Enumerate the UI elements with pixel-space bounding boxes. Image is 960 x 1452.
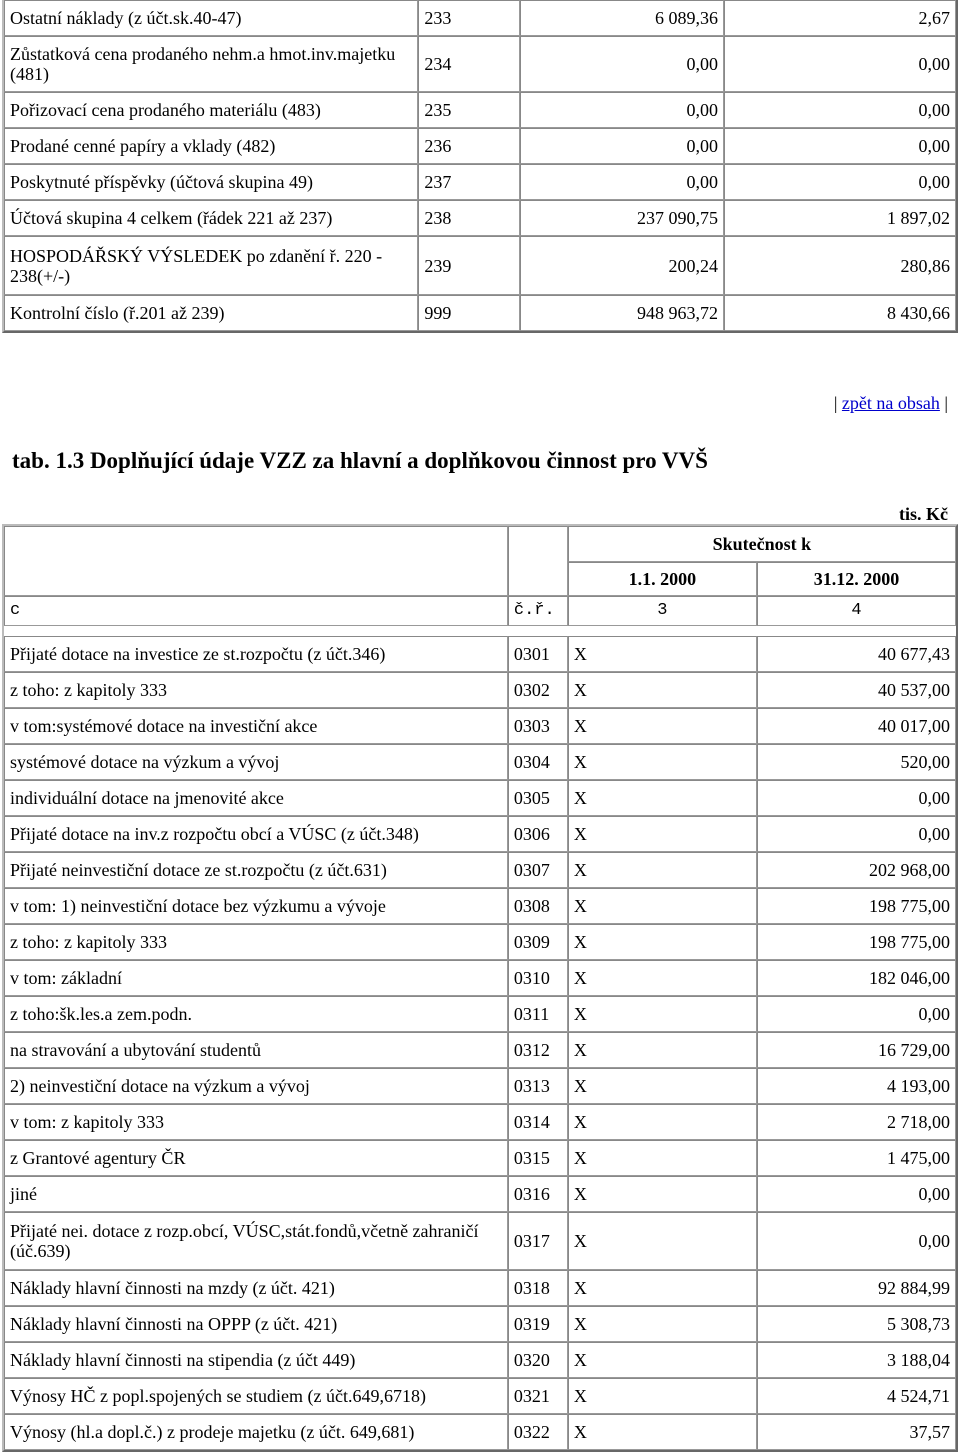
value-col-3: 0,00 [520, 128, 724, 164]
row-label: Přijaté neinvestiční dotace ze st.rozpočtu (z účt.631) [4, 852, 508, 888]
table-row [4, 1104, 956, 1140]
row-number: 237 [418, 164, 520, 200]
value-col-4: 37,57 [757, 1414, 956, 1450]
table-row [4, 1212, 956, 1270]
row-number: 0316 [508, 1176, 568, 1212]
row-label: v tom:systémové dotace na investiční akce [4, 708, 508, 744]
value-col-3: X [568, 852, 757, 888]
header-date-start: 1.1. 2000 [568, 562, 757, 596]
value-col-4: 1 897,02 [724, 200, 956, 236]
row-number: 0308 [508, 888, 568, 924]
row-number: 0314 [508, 1104, 568, 1140]
value-col-3: X [568, 1212, 757, 1270]
supplementary-data-table [2, 524, 958, 1452]
value-col-3: X [568, 708, 757, 744]
row-number: 0307 [508, 852, 568, 888]
back-to-contents [834, 392, 948, 414]
value-col-4: 0,00 [757, 996, 956, 1032]
table-row [4, 1068, 956, 1104]
value-col-3: X [568, 1270, 757, 1306]
value-col-4: 8 430,66 [724, 295, 956, 331]
row-number: 236 [418, 128, 520, 164]
value-col-4: 0,00 [724, 92, 956, 128]
table-row [4, 164, 956, 200]
value-col-3: X [568, 1104, 757, 1140]
row-label: Zůstatková cena prodaného nehm.a hmot.inv.majetku (481) [4, 36, 418, 92]
value-col-4: 198 775,00 [757, 924, 956, 960]
row-number: 239 [418, 236, 520, 295]
table-row [4, 1342, 956, 1378]
value-col-4: 4 524,71 [757, 1378, 956, 1414]
value-col-3: X [568, 924, 757, 960]
row-label: Přijaté dotace na inv.z rozpočtu obcí a VÚSC (z účt.348) [4, 816, 508, 852]
value-col-4: 0,00 [724, 36, 956, 92]
row-number: 235 [418, 92, 520, 128]
separator-bar: | [833, 393, 838, 413]
row-number: 0319 [508, 1306, 568, 1342]
table-row [4, 708, 956, 744]
value-col-3: 0,00 [520, 164, 724, 200]
row-label: Účtová skupina 4 celkem (řádek 221 až 237) [4, 200, 418, 236]
row-number: 0302 [508, 672, 568, 708]
row-number: 0317 [508, 1212, 568, 1270]
value-col-3: X [568, 1140, 757, 1176]
row-label: z toho: z kapitoly 333 [4, 672, 508, 708]
value-col-4: 92 884,99 [757, 1270, 956, 1306]
row-label: v tom: základní [4, 960, 508, 996]
value-col-4: 0,00 [724, 128, 956, 164]
value-col-4: 3 188,04 [757, 1342, 956, 1378]
value-col-4: 198 775,00 [757, 888, 956, 924]
value-col-3: X [568, 1342, 757, 1378]
value-col-4: 2 718,00 [757, 1104, 956, 1140]
value-col-4: 202 968,00 [757, 852, 956, 888]
row-label: z Grantové agentury ČR [4, 1140, 508, 1176]
row-label: Pořizovací cena prodaného materiálu (483) [4, 92, 418, 128]
value-col-3: X [568, 816, 757, 852]
table-row [4, 1414, 956, 1450]
header-empty-cell [4, 526, 508, 596]
value-col-3: X [568, 780, 757, 816]
value-col-4: 4 193,00 [757, 1068, 956, 1104]
column-code-4: 4 [757, 596, 956, 626]
value-col-4: 0,00 [757, 1176, 956, 1212]
header-date-end: 31.12. 2000 [757, 562, 956, 596]
row-label: Výnosy (hl.a dopl.č.) z prodeje majetku (z účt. 649,681) [4, 1414, 508, 1450]
row-number: 233 [418, 0, 520, 36]
table-row [4, 996, 956, 1032]
table-row [4, 780, 956, 816]
value-col-3: X [568, 672, 757, 708]
value-col-3: X [568, 1414, 757, 1450]
value-col-4: 0,00 [757, 780, 956, 816]
row-label: Kontrolní číslo (ř.201 až 239) [4, 295, 418, 331]
table-row [4, 888, 956, 924]
row-number: 238 [418, 200, 520, 236]
row-label: 2) neinvestiční dotace na výzkum a vývoj [4, 1068, 508, 1104]
table-row [4, 744, 956, 780]
row-label: na stravování a ubytování studentů [4, 1032, 508, 1068]
table-row [4, 960, 956, 996]
row-label: Náklady hlavní činnosti na stipendia (z účt 449) [4, 1342, 508, 1378]
value-col-3: X [568, 888, 757, 924]
table-row [4, 200, 956, 236]
value-col-4: 40 017,00 [757, 708, 956, 744]
value-col-3: 948 963,72 [520, 295, 724, 331]
table-row [4, 1378, 956, 1414]
table-row [4, 816, 956, 852]
column-code-c: c [4, 596, 508, 626]
section-heading: tab. 1.3 Doplňující údaje VZZ za hlavní a doplňkovou činnost pro VVŠ [12, 448, 708, 473]
vzz-table-continued [2, 0, 958, 333]
table-row [4, 1306, 956, 1342]
row-number: 0305 [508, 780, 568, 816]
value-col-4: 0,00 [757, 816, 956, 852]
header-empty-cell [508, 526, 568, 596]
row-label: v tom: 1) neinvestiční dotace bez výzkumu a vývoje [4, 888, 508, 924]
table-row [4, 36, 956, 92]
row-label: Náklady hlavní činnosti na OPPP (z účt. 421) [4, 1306, 508, 1342]
value-col-3: X [568, 960, 757, 996]
row-label: individuální dotace na jmenovité akce [4, 780, 508, 816]
row-label: Přijaté dotace na investice ze st.rozpočtu (z účt.346) [4, 636, 508, 672]
unit-label: tis. Kč [899, 504, 948, 524]
value-col-4: 5 308,73 [757, 1306, 956, 1342]
row-label: z toho:šk.les.a zem.podn. [4, 996, 508, 1032]
table-row [4, 0, 956, 36]
row-number: 234 [418, 36, 520, 92]
value-col-3: X [568, 1176, 757, 1212]
row-label: Náklady hlavní činnosti na mzdy (z účt. 421) [4, 1270, 508, 1306]
value-col-3: 6 089,36 [520, 0, 724, 36]
value-col-3: X [568, 1306, 757, 1342]
value-col-4: 40 537,00 [757, 672, 956, 708]
table-row [4, 852, 956, 888]
column-code-3: 3 [568, 596, 757, 626]
row-number: 0301 [508, 636, 568, 672]
value-col-3: X [568, 744, 757, 780]
row-number: 0310 [508, 960, 568, 996]
row-number: 0313 [508, 1068, 568, 1104]
table-row [4, 924, 956, 960]
table-row [4, 295, 956, 331]
value-col-3: X [568, 636, 757, 672]
column-code-row-number: č.ř. [508, 596, 568, 626]
row-label: Prodané cenné papíry a vklady (482) [4, 128, 418, 164]
value-col-3: 0,00 [520, 92, 724, 128]
value-col-4: 16 729,00 [757, 1032, 956, 1068]
row-number: 0315 [508, 1140, 568, 1176]
row-number: 0303 [508, 708, 568, 744]
row-label: Ostatní náklady (z účt.sk.40-47) [4, 0, 418, 36]
back-to-contents-link[interactable]: zpět na obsah [841, 393, 940, 413]
column-code-row [4, 596, 956, 626]
row-label: jiné [4, 1176, 508, 1212]
value-col-4: 1 475,00 [757, 1140, 956, 1176]
value-col-3: 237 090,75 [520, 200, 724, 236]
table-row [4, 1032, 956, 1068]
row-number: 0320 [508, 1342, 568, 1378]
row-label: HOSPODÁŘSKÝ VÝSLEDEK po zdanění ř. 220 - 238(+/-) [4, 236, 418, 295]
row-number: 0309 [508, 924, 568, 960]
value-col-4: 0,00 [757, 1212, 956, 1270]
row-number: 0318 [508, 1270, 568, 1306]
row-label: z toho: z kapitoly 333 [4, 924, 508, 960]
table-row [4, 128, 956, 164]
table-row [4, 1140, 956, 1176]
row-label: v tom: z kapitoly 333 [4, 1104, 508, 1140]
row-number: 0304 [508, 744, 568, 780]
value-col-4: 40 677,43 [757, 636, 956, 672]
table-row [4, 1270, 956, 1306]
value-col-4: 0,00 [724, 164, 956, 200]
value-col-3: 0,00 [520, 36, 724, 92]
table-row [4, 236, 956, 295]
value-col-3: X [568, 1032, 757, 1068]
table-row [4, 636, 956, 672]
row-number: 0311 [508, 996, 568, 1032]
table-row [4, 672, 956, 708]
row-label: Poskytnuté příspěvky (účtová skupina 49) [4, 164, 418, 200]
row-number: 0312 [508, 1032, 568, 1068]
value-col-4: 520,00 [757, 744, 956, 780]
value-col-4: 280,86 [724, 236, 956, 295]
header-actual-as-of: Skutečnost k [568, 526, 956, 562]
row-label: Přijaté nei. dotace z rozp.obcí, VÚSC,stát.fondů,včetně zahraničí (úč.639) [4, 1212, 508, 1270]
row-number: 0321 [508, 1378, 568, 1414]
table-row [4, 92, 956, 128]
value-col-4: 182 046,00 [757, 960, 956, 996]
table-header-row [4, 526, 956, 562]
row-label: systémové dotace na výzkum a vývoj [4, 744, 508, 780]
row-label: Výnosy HČ z popl.spojených se studiem (z účt.649,6718) [4, 1378, 508, 1414]
value-col-3: 200,24 [520, 236, 724, 295]
value-col-3: X [568, 1378, 757, 1414]
row-number: 999 [418, 295, 520, 331]
value-col-4: 2,67 [724, 0, 956, 36]
value-col-3: X [568, 996, 757, 1032]
value-col-3: X [568, 1068, 757, 1104]
table-row [4, 1176, 956, 1212]
separator-bar: | [944, 393, 948, 413]
row-number: 0306 [508, 816, 568, 852]
row-number: 0322 [508, 1414, 568, 1450]
